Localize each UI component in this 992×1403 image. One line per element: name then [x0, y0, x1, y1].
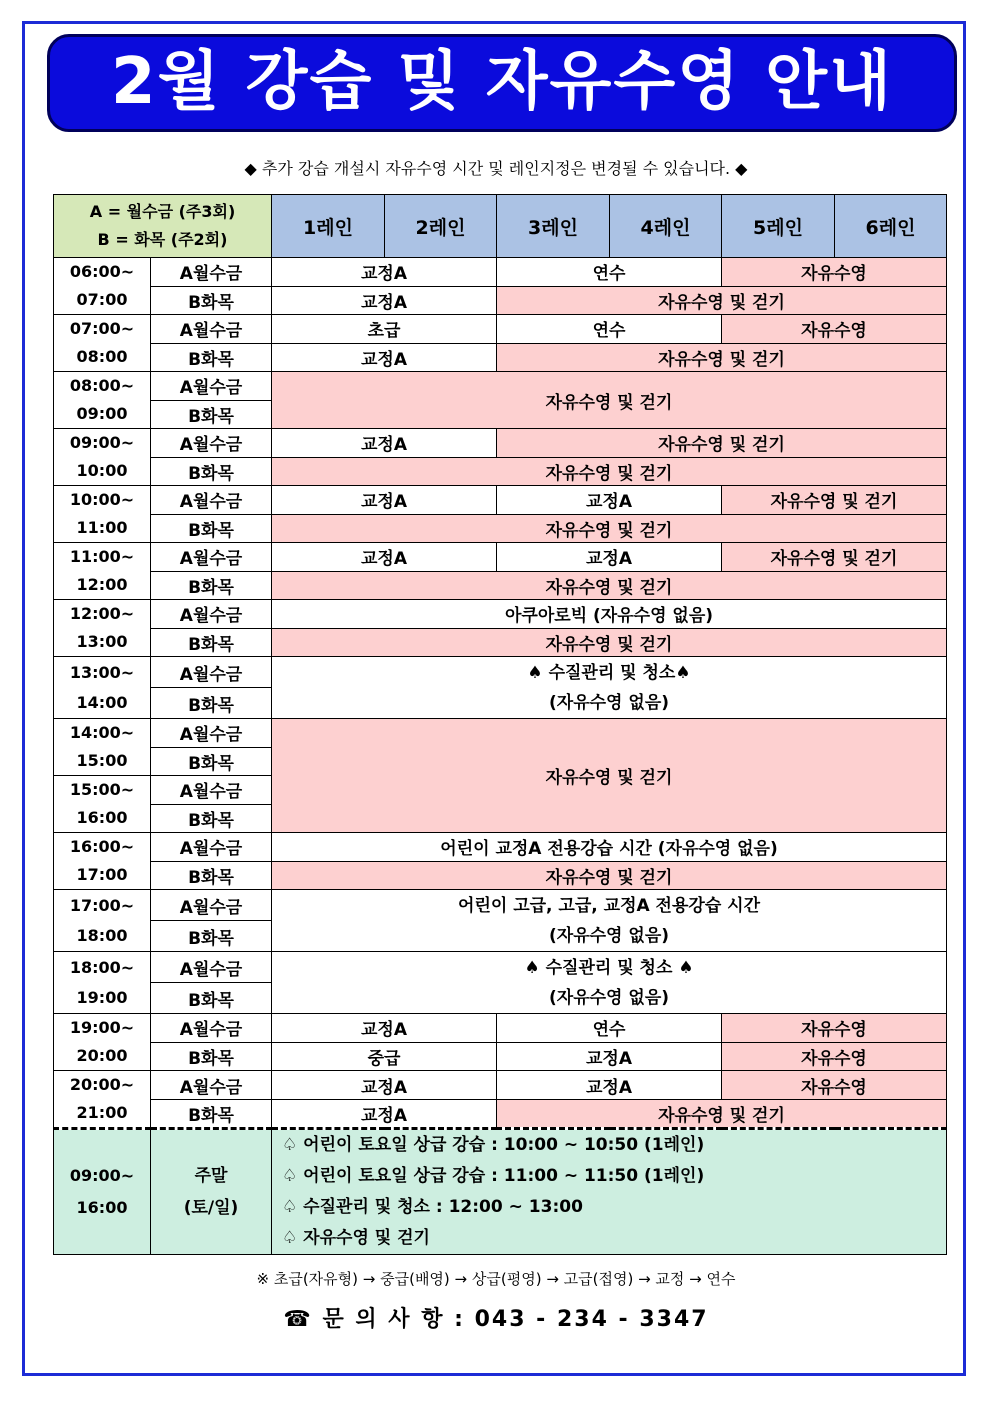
schedule-cell: 교정A [272, 1014, 497, 1043]
time-slot: 10:00~ 11:00 [54, 486, 151, 543]
schedule-cell: 자유수영 및 걷기 [497, 429, 947, 458]
time-slot: 20:00~ 21:00 [54, 1071, 151, 1129]
schedule-cell: 교정A [272, 429, 497, 458]
time-slot: 08:00~ 09:00 [54, 372, 151, 429]
time-slot: 18:00~ 19:00 [54, 952, 151, 1014]
schedule-cell: 어린이 고급, 고급, 교정A 전용강습 시간 (자유수영 없음) [272, 890, 947, 952]
schedule-cell: 자유수영 및 걷기 [722, 543, 947, 572]
group-a: A월수금 [151, 719, 272, 748]
group-b: B화목 [151, 747, 272, 776]
time-slot: 16:00~ 17:00 [54, 833, 151, 890]
group-b: B화목 [151, 688, 272, 719]
group-a: A월수금 [151, 543, 272, 572]
group-b: B화목 [151, 1042, 272, 1071]
notice-text: ◆ 추가 강습 개설시 자유수영 시간 및 레인지정은 변경될 수 있습니다. ◆ [244, 159, 748, 178]
weekend-item: ♤ 어린이 토요일 상급 강습 : 10:00 ~ 10:50 (1레인) [282, 1135, 705, 1155]
group-a: A월수금 [151, 429, 272, 458]
time-slot: 11:00~ 12:00 [54, 543, 151, 600]
weekend-item: ♤ 어린이 토요일 상급 강습 : 11:00 ~ 11:50 (1레인) [282, 1166, 705, 1186]
group-a: A월수금 [151, 1071, 272, 1100]
group-a: A월수금 [151, 890, 272, 921]
group-b: B화목 [151, 983, 272, 1014]
weekend-schedule-list [272, 1129, 947, 1255]
schedule-cell: 연수 [497, 315, 722, 344]
weekend-time: 09:00~ 16:00 [54, 1129, 151, 1255]
time-slot: 17:00~ 18:00 [54, 890, 151, 952]
schedule-cell: 교정A [272, 486, 497, 515]
schedule-cell: 자유수영 [722, 1071, 947, 1100]
schedule-cell: 자유수영 및 걷기 [272, 719, 947, 833]
legend-a: A = 월수금 (주3회) [89, 202, 236, 221]
time-slot: 09:00~ 10:00 [54, 429, 151, 486]
group-a: A월수금 [151, 486, 272, 515]
group-a: A월수금 [151, 833, 272, 862]
schedule-cell: 교정A [497, 543, 722, 572]
time-slot: 19:00~ 20:00 [54, 1014, 151, 1071]
time-slot: 12:00~ 13:00 [54, 600, 151, 657]
schedule-cell: 자유수영 및 걷기 [272, 861, 947, 890]
schedule-cell: 교정A [497, 1071, 722, 1100]
schedule-table [53, 194, 947, 1255]
schedule-cell: 교정A [497, 486, 722, 515]
time-slot: 13:00~ 14:00 [54, 657, 151, 719]
group-b: B화목 [151, 861, 272, 890]
legend-b: B = 화목 (주2회) [97, 230, 228, 249]
schedule-cell: 자유수영 [722, 315, 947, 344]
schedule-cell: 자유수영 및 걷기 [722, 486, 947, 515]
group-a: A월수금 [151, 372, 272, 401]
group-a: A월수금 [151, 776, 272, 805]
lane-1-header: 1레인 [272, 195, 385, 258]
group-b: B화목 [151, 343, 272, 372]
schedule-cell: 교정A [272, 258, 497, 287]
group-b: B화목 [151, 400, 272, 429]
group-a: A월수금 [151, 952, 272, 983]
schedule-cell: 교정A [272, 543, 497, 572]
group-b: B화목 [151, 286, 272, 315]
time-slot: 06:00~ 07:00 [54, 258, 151, 315]
lane-3-header: 3레인 [497, 195, 610, 258]
schedule-cell: 아쿠아로빅 (자유수영 없음) [272, 600, 947, 629]
schedule-cell: 자유수영 및 걷기 [497, 286, 947, 315]
lane-2-header: 2레인 [385, 195, 497, 258]
schedule-cell: 자유수영 및 걷기 [272, 372, 947, 429]
group-a: A월수금 [151, 1014, 272, 1043]
group-b: B화목 [151, 921, 272, 952]
schedule-cell: 자유수영 [722, 1042, 947, 1071]
time-slot: 14:00~ 15:00 [54, 719, 151, 776]
schedule-cell: 자유수영 및 걷기 [272, 571, 947, 600]
legend-cell [54, 195, 272, 258]
group-b: B화목 [151, 457, 272, 486]
time-slot: 15:00~ 16:00 [54, 776, 151, 833]
group-b: B화목 [151, 514, 272, 543]
schedule-cell: 초급 [272, 315, 497, 344]
group-a: A월수금 [151, 315, 272, 344]
group-a: A월수금 [151, 600, 272, 629]
schedule-cell: 자유수영 및 걷기 [272, 628, 947, 657]
group-b: B화목 [151, 628, 272, 657]
lane-6-header: 6레인 [835, 195, 947, 258]
group-b: B화목 [151, 1100, 272, 1129]
page-title: 2월 강습 및 자유수영 안내 [47, 34, 957, 132]
schedule-cell: 교정A [272, 343, 497, 372]
weekend-item: ♤ 자유수영 및 걷기 [282, 1228, 430, 1248]
group-a: A월수금 [151, 258, 272, 287]
lane-4-header: 4레인 [610, 195, 722, 258]
schedule-cell: ♠ 수질관리 및 청소 ♠ (자유수영 없음) [272, 952, 947, 1014]
schedule-cell: 자유수영 및 걷기 [497, 343, 947, 372]
schedule-cell: ♠ 수질관리 및 청소♠ (자유수영 없음) [272, 657, 947, 719]
schedule-cell: 교정A [272, 1100, 497, 1129]
group-b: B화목 [151, 804, 272, 833]
schedule-cell: 자유수영 및 걷기 [497, 1100, 947, 1129]
contact-phone: ☎ 문 의 사 항 : 043 - 234 - 3347 [283, 1307, 709, 1332]
weekend-item: ♤ 수질관리 및 청소 : 12:00 ~ 13:00 [282, 1197, 583, 1217]
time-slot: 07:00~ 08:00 [54, 315, 151, 372]
schedule-cell: 자유수영 및 걷기 [272, 457, 947, 486]
lane-5-header: 5레인 [722, 195, 835, 258]
level-progression-note: ※ 초급(자유형) → 중급(배영) → 상급(평영) → 고급(접영) → 교정 → 연수 [256, 1270, 736, 1288]
schedule-cell: 어린이 교정A 전용강습 시간 (자유수영 없음) [272, 833, 947, 862]
schedule-cell: 자유수영 및 걷기 [272, 514, 947, 543]
schedule-cell: 교정A [272, 1071, 497, 1100]
schedule-cell: 자유수영 [722, 258, 947, 287]
group-b: B화목 [151, 571, 272, 600]
schedule-cell: 연수 [497, 1014, 722, 1043]
group-a: A월수금 [151, 657, 272, 688]
schedule-cell: 교정A [497, 1042, 722, 1071]
weekend-label: 주말 (토/일) [151, 1129, 272, 1255]
schedule-cell: 자유수영 [722, 1014, 947, 1043]
schedule-cell: 중급 [272, 1042, 497, 1071]
schedule-cell: 연수 [497, 258, 722, 287]
schedule-cell: 교정A [272, 286, 497, 315]
